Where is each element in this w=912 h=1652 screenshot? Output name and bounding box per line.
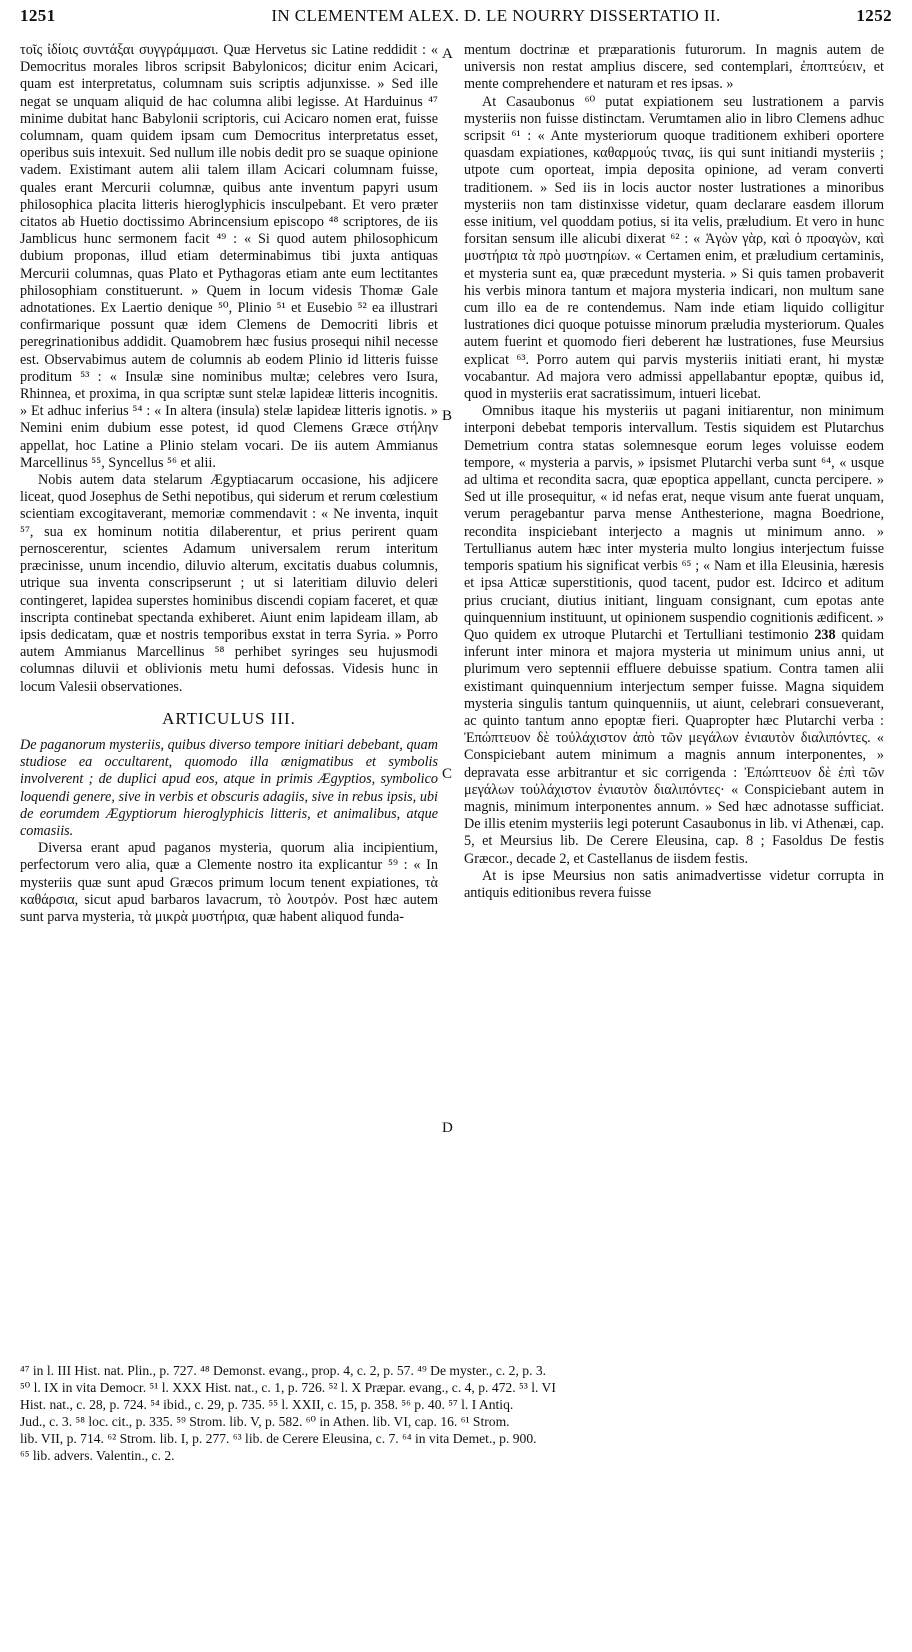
text-run: quidam inferunt inter minora et majora mysteria ut minimum unius anni, ut plurimum vero septennii effluere debuisse spatium. Contra tamen alii existimant quinquennium interjectum semper fuisse. Magna siquidem mysteria singulis tantum quinquenniis, ut aiunt, celebrari consueverant, ac quinto tantum anno epoptæ fieri. Quapropter hæc Plutarchi verba : [464,626,884,729]
text-run: Omnibus itaque his mysteriis ut pagani initiarentur, non minimum interponi debebat temporis intervallum. Testis siquidem est Plutarchus Demetrium contra statas solemnesque eorum leges voluisse eodem tempore, « mysteria a parvis, » ipsismet Plutarchi verba sunt ⁶⁴, « usque ad ultima et recondita sacra, quæ epoptica appellant, cuncta percipere. » Sed ut ille prosequitur, « id nefas erat, neque visum ante fuerat unquam, verum peragebantur parva mense Anthesterione, magna Boedrione, recondita inspiciebant interjecto a magnis ut minimum anno. » Tertullianus autem hæc inter mysteria multo longius interjectum fuisse temporis spatium his significat verbis ⁶⁵ ; « Nam et illa Eleusinia, hæresis et ipsa Atticæ superstitionis, quod tacent, pudor est. Idcirco et aditum prius cruciant, diutius initiant, linguam consignant, cum epotas ante quinquennium instituunt, ut opinionem suspendio cognitionis ædificent. » Quo quidem ex utroque Plutarchi et Tertulliani testimonio [464,403,884,643]
page-header [20,6,892,34]
inline-page-number: 238 [814,626,836,643]
margin-marker-d: D [442,1120,453,1136]
text-run: « Conspiciebant autem in magnis, minimum interponentes annum. » Sed hæc adnotasse sufficiat. De illis etenim mysteriis legi poterunt Casaubonus in lib. vi Athenæi, cap. 5, et Meursius lib. De Cerere Eleusina, cap. 8 ; Fasoldus De festis Græcor., decade 2, et Castellanus de iisdem festis. [464,781,884,867]
margin-marker-a: A [442,46,453,62]
left-paragraph-3: Diversa erant apud paganos mysteria, quorum alia incipientium, perfectorum vero alia, quæ a Clemente nostro ita explicantur ⁵⁹ : « In mysteriis quæ sunt apud Græcos primum locum tenent expiationes, τὰ καθάρσια, sicut apud barbaros lavacrum, τὸ λουτρόν. Post hæc autem sunt parva mysteria, τὰ μικρὰ μυστήρια, quæ habent aliquod funda- [20,840,438,925]
margin-marker-c: C [442,766,453,782]
footnote-line: ⁵⁰ l. IX in vita Democr. ⁵¹ l. XXX Hist. nat., c. 1, p. 726. ⁵² l. X Præpar. evang., c. 4, p. 472. ⁵³ l. VI [20,1380,556,1395]
footnote-line: lib. VII, p. 714. ⁶² Strom. lib. I, p. 277. ⁶³ lib. de Cerere Eleusina, c. 7. ⁶⁴ in vita Demet., p. 900. [20,1431,537,1446]
footnotes [20,1362,884,1464]
page-number-left: 1251 [20,6,56,25]
footnote-line: ⁴⁷ in l. III Hist. nat. Plin., p. 727. ⁴⁸ Demonst. evang., prop. 4, c. 2, p. 57. ⁴⁹ De myster., c. 2, p. 3. [20,1363,547,1378]
right-paragraph-3 [464,403,884,867]
text-run: « Certamen enim, et præludium certaminis, et mysteria sunt ea, quæ præcedunt mysteria. » Si quis tamen probaverit his verbis minora tantum et majora mysteria indicari, non multum sane cum illo ea de re contendemus. Nam inde etiam liquido colligitur lustrationes dici quoque potuisse minorum præludia mysteriorum. Quales autem fuerint et quomodo fieri deberent hæ lustrationes, fuse Meursius explicat ⁶³. Porro autem qui parvis mysteriis initiati erant, hi mystæ vocabantur. Ad majora vero admissi appellabantur epoptæ, quibus id, quod in mysteriis erat sacratissimum, intueri licebat. [464,248,884,403]
text-run: « Conspiciebant autem minimum a magnis annum interponentes, » depravata esse arbitrantur et sic corrigenda : [464,730,884,781]
right-paragraph-4: At is ipse Meursius non satis animadvertisse videtur corrupta in antiquis editionibus revera fuisse [464,867,884,901]
text-run: At Casaubonus ⁶⁰ putat expiationem seu lustrationem a parvis mysteriis non fuisse distinctam. Verumtamen alio in libro Clemens adhuc scripsit ⁶¹ : « Ante mysteriorum quoque traditionem exhiberi oportere quasdam expiationes, καθαρμούς τινας, iis qui sunt initiandi mysteriis ; utpote cum oporteat, impia deposita opinione, ad veram converti traditionem. » Sed iis in locis auctor noster lustrationes a minoribus mysteriis non tam distinxisse videtur, quam declarare easdem illorum esse initium, vel quoddam potius, si ita velis, præludium. Et vero in hunc forsitan sensum ille alicubi dixerat ⁶² : « [464,93,884,248]
footnote-line: Hist. nat., c. 28, p. 724. ⁵⁴ ibid., c. 29, p. 735. ⁵⁵ l. XXII, c. 15, p. 358. ⁵⁶ p. 40. ⁵⁷ l. I Antiq. [20,1397,514,1412]
running-title: IN CLEMENTEM ALEX. D. LE NOURRY DISSERTATIO II. [271,6,721,25]
left-paragraph-1: τοῖς ἰδίοις συντάξαι συγγράμμασι. Quæ Hervetus sic Latine reddidit : « Democritus morales libros scripsit Babylonicos; dicitur enim Acicari, quam est interpretatus, columnam suis scriptis adjunxisse. » Sed ille negat se unquam aliquid de hac columna alibi legisse. At Harduinus ⁴⁷ minime dubitat hanc Babylonii scriptoris, cui Acicaro nomen erat, fuisse columnam, quam quidem ipsam cum Democritus interpretatus esset, operibus suis intexuit. Sed nullum ille nobis dedit pro se suaque opinione vadem. Existimant autem alii talem illam Acicari columnam fuisse, quales erant Mercurii columnæ, quibus ante inventum papyri usum philosophica placita litteris hieroglyphicis insculpebant. Et vero præter citatos ab Huetio doctissimo Abrincensium episcopo ⁴⁸ scriptores, de iis Jamblicus hunc sermonem facit ⁴⁹ : « Si quod autem philosophicum dubium proponas, illud etiam determinabimus tibi juxta antiquas Mercurii columnas, quas Plato et Pythagoras etiam ante eum lectitantes philosophiam constituerunt. » Quem in locum videsis Thomæ Gale adnotationes. Ex Laertio denique ⁵⁰, Plinio ⁵¹ et Eusebio ⁵² ea illustrari confirmarique possunt quæ idem Clemens de Democriti libris et peregrinationibus addidit. Quamobrem hæc fusius prosequi nihil necesse est. Observabimus autem de columnis ab eodem Plinio id litteris fuisse proditum ⁵³ : « Insulæ sine nominibus multæ; celebres vero Isura, Rhinnea, et proxima, in qua scriptæ sunt stelæ lapideæ litteris incognitis. » Et adhuc inferius ⁵⁴ : « In altera (insula) stelæ lapideæ litteris ignotis. » Nemini enim dubium esse potest, id quod Clemens Græce στήλην appellat, hoc Latine a Plinio stelam vocari. De iis autem Ammianus Marcellinus ⁵⁵, Syncellus ⁵⁶ et alii. [20,42,438,471]
greek-quote: Ἐπώπτευον δὲ ἐπὶ τῶν μεγάλων τοὐλάχιστον ἐνιαυτὸν διαλιπόντες· [464,764,884,798]
greek-quote: Ἀγὼν γὰρ, καὶ ὁ προαγὼν, καὶ μυστήρια τὰ πρὸ μυστηρίων. [464,231,884,265]
left-paragraph-2: Nobis autem data stelarum Ægyptiacarum occasione, his adjicere liceat, quod Josephus de Sethi nepotibus, qui siderum et rerum cœlestium scientiam excogitaverant, memoriæ commendavit : « Ne inventa, inquit ⁵⁷, sua ex hominum notitia dilaberentur, et prius perirent quam pernoscerentur, scientes Adamum universalem rerum interitum præcinisse, unum incendio, diluvio alterum, excitatis duabus columnis, utrique sua inventa conscripserunt ; ut si lateritiam diluvio deleri contingeret, lapidea superstes hominibus discendi copiam faceret, et quæ inscripta continebat spectanda exhiberet. Aiunt enim lapideam illam, ab ipsis dedicatam, quæ et nostris temporibus exstat in terra Syria. » Porro autem Ammianus Marcellinus ⁵⁸ perhibet syringes seu hujusmodi columnas diluvii et oblivionis metu humi defossas. Videsis hunc in locum Valesii observationes. [20,472,438,695]
footnote-line: Jud., c. 3. ⁵⁸ loc. cit., p. 335. ⁵⁹ Strom. lib. V, p. 582. ⁶⁰ in Athen. lib. VI, cap. 16. ⁶¹ Strom. [20,1414,510,1429]
footnote-line: ⁶⁵ lib. advers. Valentin., c. 2. [20,1448,175,1463]
margin-marker-b: B [442,408,453,424]
right-paragraph-1: mentum doctrinæ et præparationis futurorum. In magnis autem de universis non restat amplius discere, sed contemplari, ἐποπτεύειν, et mente comprehendere et naturam et res ipsas. » [464,42,884,93]
greek-quote: Ἐπώπτευον δὲ τοὐλάχιστον ἀπὸ τῶν μεγάλων ἐνιαυτὸν διαλιπόντες. [464,730,871,747]
right-paragraph-2 [464,94,884,404]
page-number-right: 1252 [856,6,892,25]
article-subject: De paganorum mysteriis, quibus diverso tempore initiari debebant, quam studiose ea occultarent, quomodo illa ænigmatibus et symbolis involverent ; de duplici apud eos, atque in primis Ægyptios, symbolico loquendi genere, sive in verbis et obscuris adagiis, sive in rebus ipsis, ubi de eorumdem Ægyptiorum hieroglyphicis litteris, et animalibus, atque comasiis. [20,736,438,839]
article-heading: ARTICULUS III. [162,708,296,728]
